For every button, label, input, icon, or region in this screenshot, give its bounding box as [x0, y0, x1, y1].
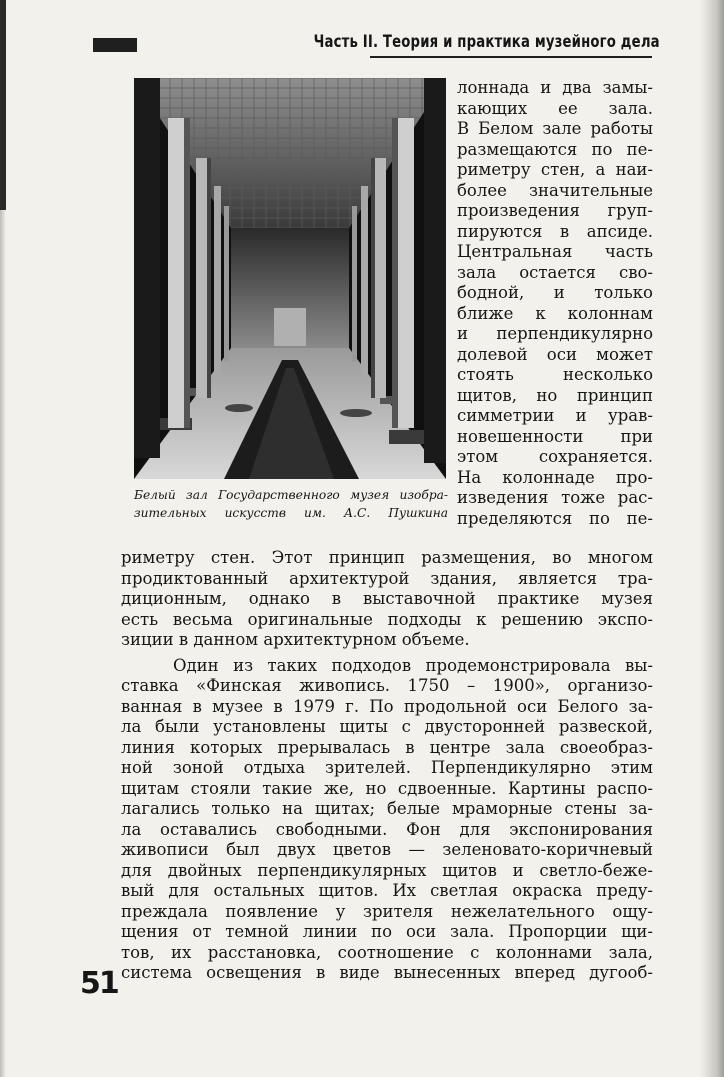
text-line: тов, их расстановка, соотношение с колоннами зала,: [121, 942, 653, 962]
text-line: лагались только на щитах; белые мраморные стены за-: [121, 799, 653, 818]
text-line: бодной, и только: [457, 283, 653, 302]
text-line: Один из таких подходов продемонстрировала вы-: [173, 655, 653, 675]
text-line: пируются в апсиде.: [457, 221, 653, 241]
text-line: Центральная часть: [457, 242, 653, 261]
text-line: и перпендикулярно: [457, 324, 653, 343]
text-line: система освещения в виде вынесенных вперед дугооб-: [121, 963, 653, 982]
page-number: 51: [80, 966, 118, 1001]
text-line: риметру стен, а наи-: [457, 160, 653, 179]
text-line: щения от темной линии по оси зала. Пропорции щи-: [121, 922, 653, 941]
text-line: кающих ее зала.: [457, 98, 653, 118]
text-line: есть весьма оригинальные подходы к решению экспо-: [121, 609, 653, 629]
text-line: для двойных перпендикулярных щитов и светло-беже-: [121, 860, 653, 880]
text-line: ной зоной отдыха зрителей. Перпендикулярно этим: [121, 758, 653, 777]
binding-shadow: [0, 0, 6, 210]
running-header: Часть II. Теория и практика музейного дела: [313, 32, 660, 52]
text-line: живописи был двух цветов — зеленовато-коричневый: [121, 840, 653, 859]
text-line: щитов, но принцип: [457, 385, 653, 405]
side-text-column: [457, 78, 653, 529]
text-line: вый для остальных щитов. Их светлая окраска преду-: [121, 881, 653, 900]
text-line: риметру стен. Этот принцип размещения, во многом: [121, 548, 653, 567]
text-line: ближе к колоннам: [457, 303, 653, 323]
text-line: ла были установлены щиты с двусторонней развеской,: [121, 717, 653, 736]
text-line: стоять несколько: [457, 365, 653, 384]
text-line: произведения груп-: [457, 201, 653, 220]
text-line: зала остается сво-: [457, 262, 653, 282]
text-line: На колоннаде про-: [457, 467, 653, 487]
text-line: более значительные: [457, 180, 653, 200]
text-line: размещаются по пе-: [457, 139, 653, 159]
text-line: пределяются по пе-: [457, 508, 653, 528]
text-line: В Белом зале работы: [457, 119, 653, 138]
text-line: щитам стояли такие же, но сдвоенные. Картины распо-: [121, 778, 653, 798]
text-line: зиции в данном архитектурном объеме.: [121, 630, 470, 649]
paragraph-finnish-exhibition: [121, 656, 653, 984]
main-text-column: [121, 548, 653, 984]
text-line: симметрии и урав-: [457, 406, 653, 425]
header-rule: [370, 56, 652, 58]
text-line: диционным, однако в выставочной практике музея: [121, 589, 653, 608]
text-line: ла оставались свободными. Фон для экспонирования: [121, 819, 653, 839]
text-line: новешенности при: [457, 426, 653, 446]
hall-photograph: [134, 78, 446, 479]
text-line: ванная в музее в 1979 г. По продольной оси Белого за-: [121, 696, 653, 716]
text-line: преждала появление у зрителя нежелательного ощу-: [121, 901, 653, 921]
caption-line: Белый зал Государственного музея изобра-: [134, 488, 448, 502]
text-line: изведения тоже рас-: [457, 488, 653, 507]
text-line: этом сохраняется.: [457, 447, 653, 466]
header-tab-mark: [93, 38, 137, 52]
text-line: долевой оси может: [457, 344, 653, 364]
page-right-edge: [700, 0, 724, 1077]
text-line: продиктованный архитектурой здания, является тра-: [121, 568, 653, 588]
text-line: ставка «Финская живопись. 1750 – 1900», организо-: [121, 676, 653, 695]
caption-line: зительных искусств им. А.С. Пушкина: [134, 506, 448, 520]
text-line: лоннада и два замы-: [457, 78, 653, 97]
text-line: линия которых прерывалась в центре зала своеобраз-: [121, 737, 653, 757]
paragraph-continuation: [121, 548, 653, 651]
figure-caption: [134, 486, 448, 522]
